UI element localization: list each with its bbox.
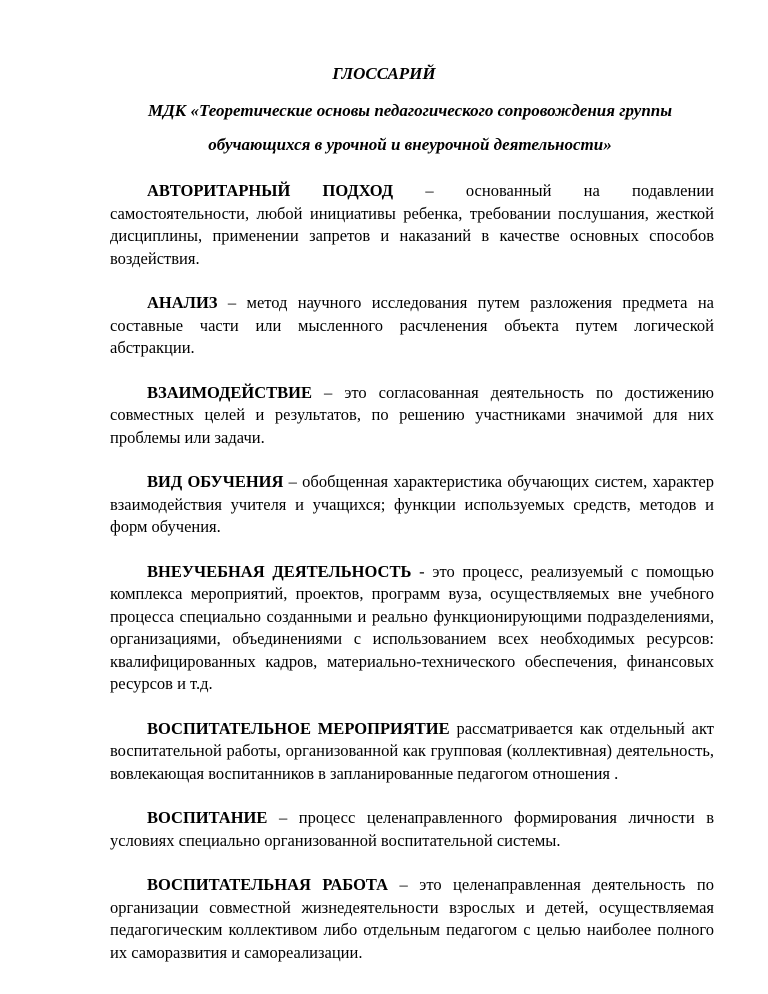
glossary-definition: рассматривается как отдельный акт воспитательной работы, организованной как групповая (коллективная) деятельность, вовлекающая воспитанников в запланированные педагогом отношения . — [110, 718, 715, 783]
glossary-entry — [110, 874, 714, 964]
glossary-term: ВОСПИТАНИЕ — [147, 808, 268, 827]
glossary-entries — [110, 180, 714, 986]
glossary-entry — [110, 718, 714, 786]
glossary-entry — [110, 180, 714, 270]
glossary-definition: - это процесс, реализуемый с помощью комплекса мероприятий, проектов, программ вуза, осуществляемых вне учебного процесса специально созданными и реально функционирующими подразделениями, организациями, объединениями с использованием всех необходимых ресурсов: квалифицированных кадров, материально-технического обеспечения, финансовых ресурсов и т.д. — [110, 561, 714, 693]
glossary-definition: – обобщенная характеристика обучающих систем, характер взаимодействия учителя и учащихся; функции используемых средств, методов и форм обучения. — [110, 472, 714, 536]
glossary-term: АВТОРИТАРНЫЙ ПОДХОД — [147, 181, 394, 200]
glossary-entry — [110, 561, 714, 696]
glossary-definition: – метод научного исследования путем разложения предмета на составные части или мысленного расчленения объекта путем логической абстракции. — [110, 293, 714, 357]
glossary-definition: – основанный на подавлении самостоятельности, любой инициативы ребенка, требовании послушания, жесткой дисциплины, применении запретов и наказаний в качестве основных способов воздействия. — [110, 181, 714, 268]
glossary-entry — [110, 807, 714, 852]
glossary-entry — [110, 382, 714, 450]
glossary-term: ВИД ОБУЧЕНИЯ — [147, 472, 284, 491]
page-subtitle: МДК «Теоретические основы педагогического сопровождения группы обучающихся в урочной и внеурочной деятельности» — [147, 101, 673, 154]
glossary-term: ВНЕУЧЕБНАЯ ДЕЯТЕЛЬНОСТЬ — [147, 561, 412, 581]
glossary-term: ВОСПИТАТЕЛЬНОЕ МЕРОПРИЯТИЕ — [147, 718, 450, 738]
page-title: ГЛОССАРИЙ — [332, 64, 436, 83]
glossary-entry — [110, 292, 714, 360]
glossary-term: ВЗАИМОДЕЙСТВИЕ — [147, 382, 313, 402]
glossary-definition: – это целенаправленная деятельность по организации совместной жизнедеятельности взрослых и детей, осуществляемая педагогическим коллективом либо отдельным педагогом с целью наиболее полного их саморазвития и самореализации. — [110, 875, 714, 962]
glossary-term: ВОСПИТАТЕЛЬНАЯ РАБОТА — [147, 875, 389, 894]
glossary-definition: – процесс целенаправленного формирования личности в условиях специально организованной воспитательной системы. — [110, 808, 714, 850]
glossary-entry — [110, 471, 714, 539]
glossary-definition: – это согласованная деятельность по достижению совместных целей и результатов, по решению участниками значимой для них проблемы или задачи. — [110, 382, 714, 447]
glossary-term: АНАЛИЗ — [147, 293, 218, 312]
